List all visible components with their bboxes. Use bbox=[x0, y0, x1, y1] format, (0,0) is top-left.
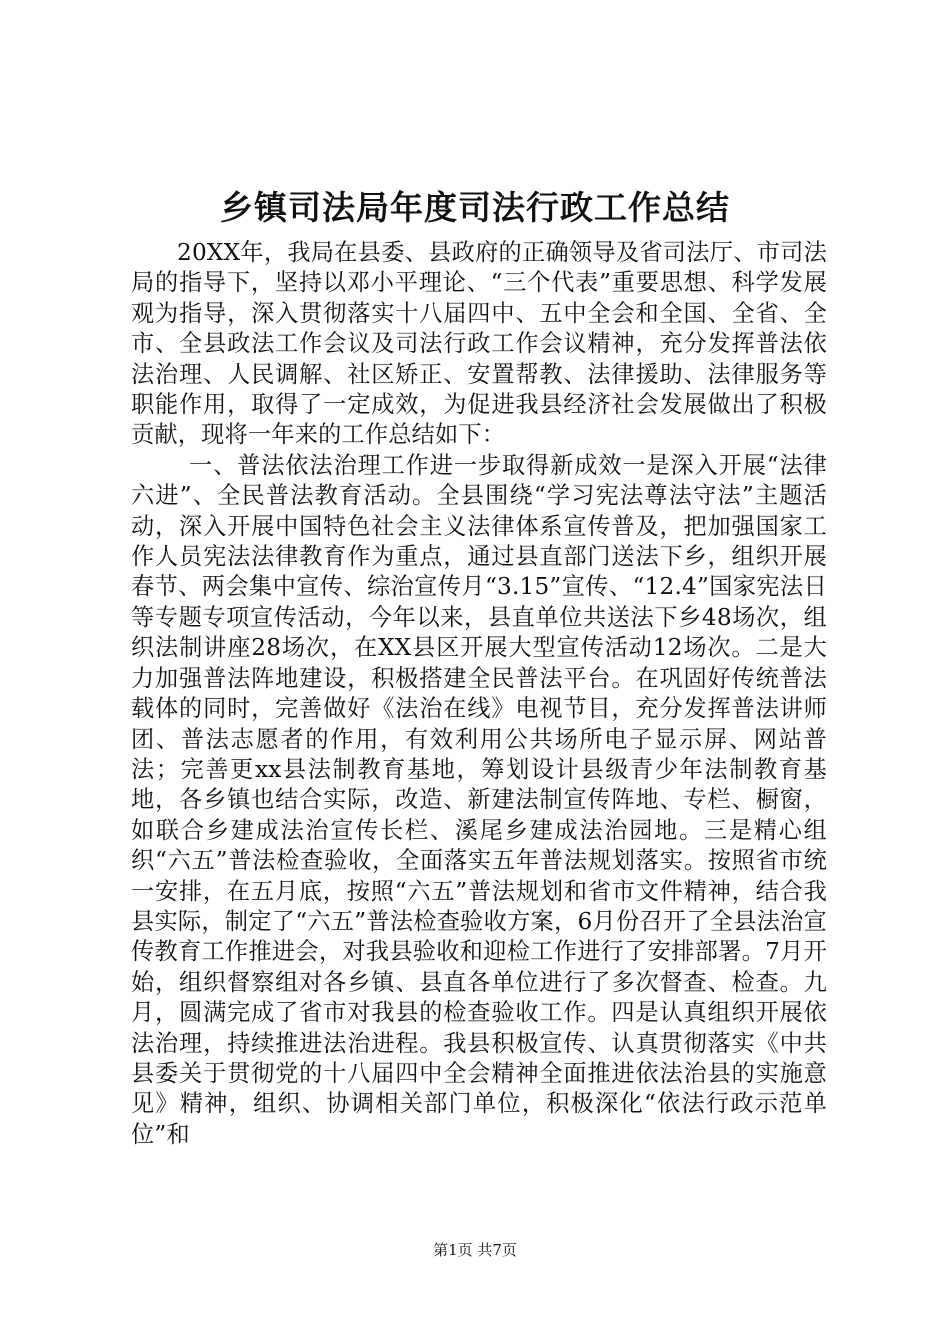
paragraph-section-1: 一、普法依法治理工作进一步取得新成效一是深入开展“法律六进”、全民普法教育活动。全县围绕“学习宪法尊法守法”主题活动，深入开展中国特色社会主义法律体系宣传普及，把加强国家工作人员宪法法律教育作为重点，通过县直部门送法下乡，组织开展春节、两会集中宣传、综治宣传月“3.15”宣传、“12.4”国家宪法日等专题专项宣传活动，今年以来，县直单位共送法下乡48场次，组织法制讲座28场次，在XX县区开展大型宣传活动12场次。二是大力加强普法阵地建设，积极搭建全民普法平台。在巩固好传统普法载体的同时，完善做好《法治在线》电视节目，充分发挥普法讲师团、普法志愿者的作用，有效利用公共场所电子显示屏、网站普法；完善更xx县法制教育基地，筹划设计县级青少年法制教育基地，各乡镇也结合实际，改造、新建法制宣传阵地、专栏、橱窗，如联合乡建成法治宣传长栏、溪尾乡建成法治园地。三是精心组织“六五”普法检查验收，全面落实五年普法规划落实。按照省市统一安排，在五月底，按照“六五”普法规划和省市文件精神，结合我县实际，制定了“六五”普法检查验收方案，6月份召开了全县法治宣传教育工作推进会，对我县验收和迎检工作进行了安排部署。7月开始，组织督察组对各乡镇、县直各单位进行了多次督查、检查。九月，圆满完成了省市对我县的检查验收工作。四是认真组织开展依法治理，持续推进法治进程。我县积极宣传、认真贯彻落实《中共县委关于贯彻党的十八届四中全会精神全面推进依法治县的实施意见》精神，组织、协调相关部门单位，积极深化“依法行政示范单位”和 bbox=[131, 451, 827, 1148]
document-title: 乡镇司法局年度司法行政工作总结 bbox=[220, 188, 730, 227]
page-number-footer: 第1页 共7页 bbox=[433, 1241, 517, 1259]
document-body bbox=[131, 238, 827, 1150]
paragraph-intro: 20XX年，我局在县委、县政府的正确领导及省司法厅、市司法局的指导下，坚持以邓小平理论、“三个代表”重要思想、科学发展观为指导，深入贯彻落实十八届四中、五中全会和全国、全省、全市、全县政法工作会议及司法行政工作会议精神，充分发挥普法依法治理、人民调解、社区矫正、安置帮教、法律援助、法律服务等职能作用，取得了一定成效，为促进我县经济社会发展做出了积极贡献，现将一年来的工作总结如下： bbox=[131, 239, 827, 449]
